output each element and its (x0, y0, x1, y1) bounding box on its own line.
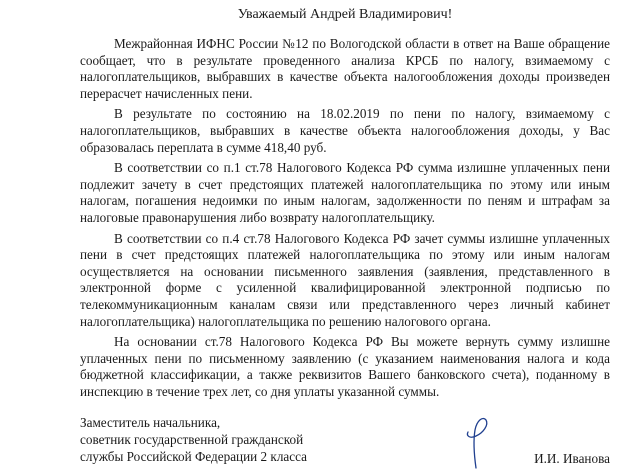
paragraph-article-78-p4: В соответствии со п.4 ст.78 Налогового Кодекса РФ зачет суммы излишне уплаченных пени в счет предстоящих платежей налогоплательщика по этому или иным налогам осуществляется на основании письменного заявления (заявления, представленного в электронной форме с усиленной квалифицированной электронной подписью по телекоммуникационным каналам связи или представленного через личный кабинет налогоплательщика) налогоплательщика по решению налогового органа. (80, 230, 610, 329)
paragraph-refund: На основании ст.78 Налогового Кодекса РФ Вы можете вернуть сумму излишне уплаченных пени по письменному заявлению (с указанием наименования налога и кода бюджетной классификации, а также реквизитов Вашего банковского счета), поданному в инспекцию в течение трех лет, со дня уплаты указанной суммы. (80, 334, 610, 399)
handwritten-signature-icon (456, 414, 496, 470)
paragraph-overpayment: В результате по состоянию на 18.02.2019 по пени по налогу, взимаемому с налогоплательщиков, выбравших в качестве объекта налогообложения доходы, у Вас образовалась переплата в сумме 418,40 руб. (80, 106, 610, 155)
signatory-title-line: службы Российской Федерации 2 класса (80, 449, 307, 464)
signatory-title-line: советник государственной гражданской (80, 432, 304, 447)
signatory-title-line: Заместитель начальника, (80, 415, 221, 430)
paragraph-article-78-p1: В соответствии со п.1 ст.78 Налогового Кодекса РФ сумма излишне уплаченных пени подлежит зачету в счет предстоящих платежей налогоплательщика по этому или иным налогам, погашения недоимки по иным налогам, задолженности по пеням и штрафам за налоговые правонарушения либо возврату налогоплательщику. (80, 160, 610, 225)
signature-block (80, 414, 614, 465)
letter-greeting: Уважаемый Андрей Владимирович! (237, 7, 453, 22)
paragraph-recalculation: Межрайонная ИФНС России №12 по Вологодской области в ответ на Ваше обращение сообщает, что в результате проведенного анализа КРСБ по налогу, взимаемому с налогоплательщиков, выбравших в качестве объекта налогообложения доходы произведен перерасчет начисленных пени. (80, 36, 610, 101)
signatory-name: И.И. Иванова (534, 451, 610, 466)
